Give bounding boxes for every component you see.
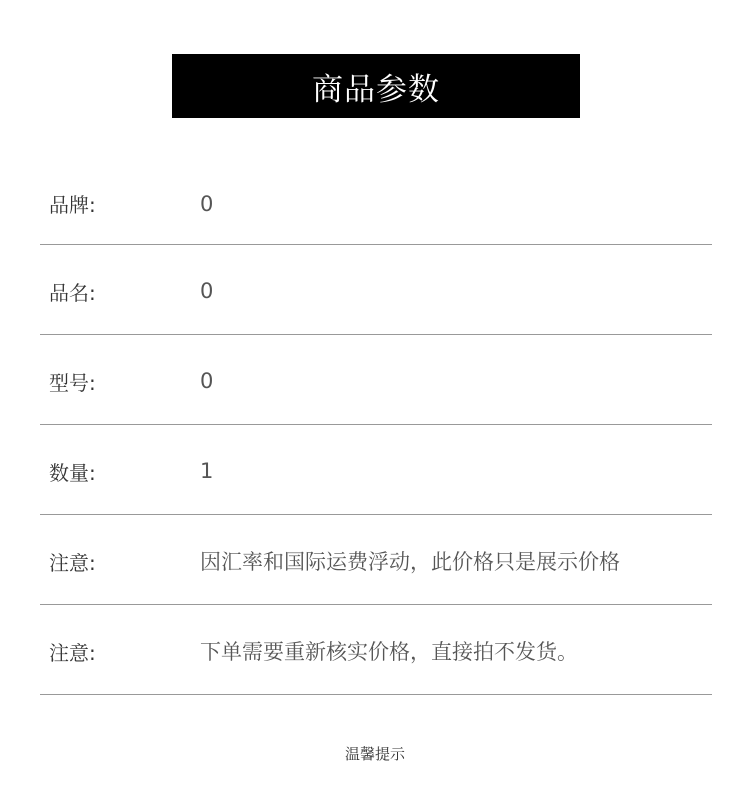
spec-label: 品名:	[49, 280, 96, 305]
section-title	[172, 54, 580, 118]
spec-label: 注意:	[49, 640, 96, 665]
spec-row-quantity	[40, 425, 712, 515]
spec-value: 因汇率和国际运费浮动，此价格只是展示价格	[200, 550, 620, 574]
spec-label: 数量:	[49, 460, 96, 485]
spec-label: 型号:	[49, 370, 96, 395]
spec-row-model	[40, 335, 712, 425]
spec-row-notice-price	[40, 515, 712, 605]
footer-tip	[0, 743, 750, 764]
spec-row-notice-order	[40, 605, 712, 695]
spec-row-brand	[40, 160, 712, 245]
spec-label: 品牌:	[49, 193, 96, 217]
spec-row-product-name	[40, 245, 712, 335]
section-title-text: 商品参数	[312, 71, 440, 108]
spec-value: 0	[200, 279, 214, 303]
spec-value: 0	[200, 369, 214, 393]
spec-value: 0	[200, 191, 214, 216]
spec-value: 1	[200, 459, 214, 483]
spec-value: 下单需要重新核实价格，直接拍不发货。	[200, 640, 578, 664]
spec-table	[40, 160, 712, 695]
footer-tip-text: 温馨提示	[344, 745, 405, 763]
spec-label: 注意:	[49, 550, 96, 575]
